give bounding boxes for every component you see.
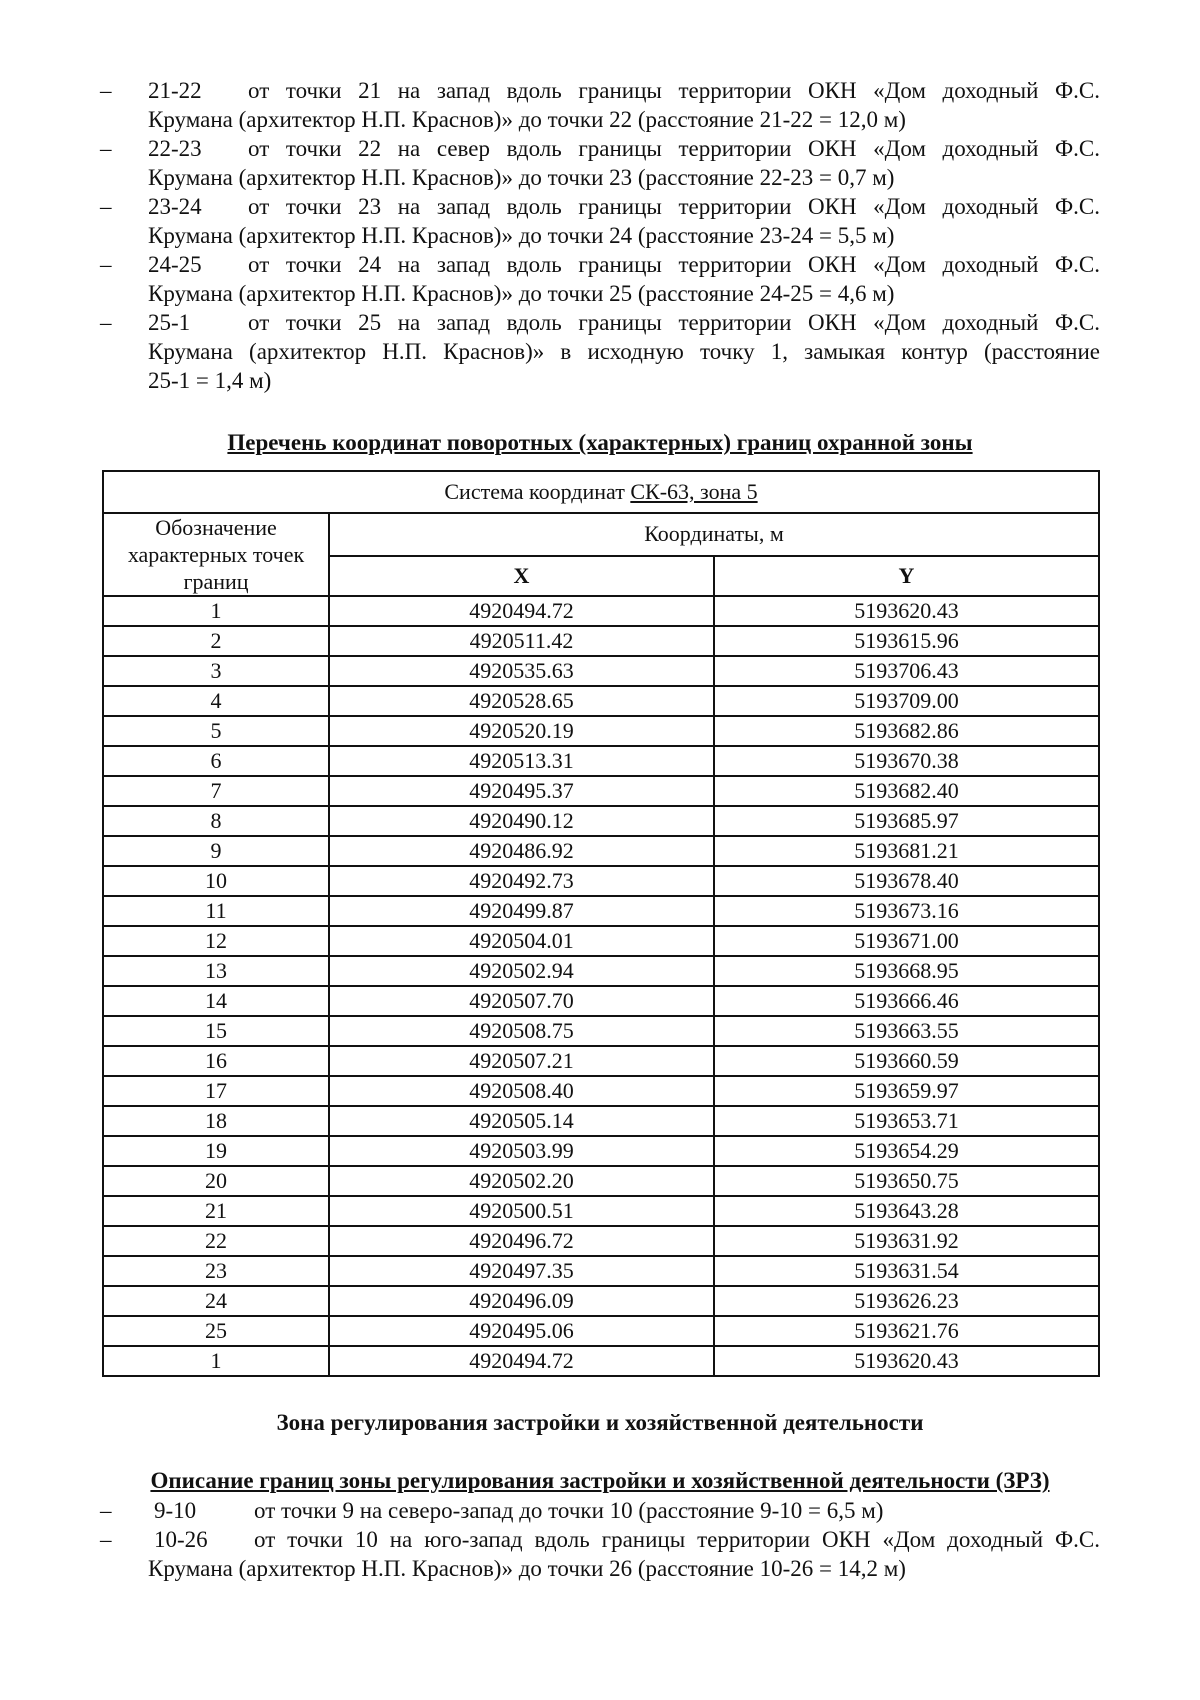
segment-text-cont: Крумана (архитектор Н.П. Краснов)» до точки 22 (расстояние 21-22 = 12,0 м) <box>148 107 906 132</box>
y-cell: 5193654.29 <box>714 1136 1099 1166</box>
segment-text-cont: Крумана (архитектор Н.П. Краснов)» до точки 23 (расстояние 22-23 = 0,7 м) <box>148 165 895 190</box>
x-cell: 4920496.72 <box>329 1226 714 1256</box>
y-cell: 5193615.96 <box>714 626 1099 656</box>
segment-text-cont: Крумана (архитектор Н.П. Краснов)» в исходную точку 1, замыкая контур (расстояние <box>148 339 1100 364</box>
table-row <box>103 1316 1099 1346</box>
point-cell: 4 <box>103 686 329 716</box>
y-cell: 5193620.43 <box>714 596 1099 626</box>
x-cell: 4920494.72 <box>329 1346 714 1376</box>
x-cell: 4920508.40 <box>329 1076 714 1106</box>
x-cell: 4920508.75 <box>329 1016 714 1046</box>
point-cell: 24 <box>103 1286 329 1316</box>
table-row <box>103 1226 1099 1256</box>
y-cell: 5193626.23 <box>714 1286 1099 1316</box>
x-cell: 4920486.92 <box>329 836 714 866</box>
x-cell: 4920513.31 <box>329 746 714 776</box>
zone-heading: Зона регулирования застройки и хозяйственной деятельности <box>276 1410 924 1435</box>
y-cell: 5193660.59 <box>714 1046 1099 1076</box>
x-cell: 4920494.72 <box>329 596 714 626</box>
table-row <box>103 1136 1099 1166</box>
x-cell: 4920497.35 <box>329 1256 714 1286</box>
table-row <box>103 1256 1099 1286</box>
table-row <box>103 986 1099 1016</box>
table-row <box>103 716 1099 746</box>
table-row <box>103 776 1099 806</box>
y-cell: 5193678.40 <box>714 866 1099 896</box>
x-header: X <box>329 556 714 597</box>
table-row <box>103 1286 1099 1316</box>
y-cell: 5193685.97 <box>714 806 1099 836</box>
y-cell: 5193666.46 <box>714 986 1099 1016</box>
table-row <box>103 1106 1099 1136</box>
point-cell: 5 <box>103 716 329 746</box>
segment-code: 9-10 <box>154 1498 197 1523</box>
table-row <box>103 1016 1099 1046</box>
x-cell: 4920503.99 <box>329 1136 714 1166</box>
point-cell: 8 <box>103 806 329 836</box>
x-cell: 4920502.20 <box>329 1166 714 1196</box>
segment-code: 22-23 <box>148 136 202 161</box>
point-cell: 22 <box>103 1226 329 1256</box>
point-cell: 15 <box>103 1016 329 1046</box>
list-dash: – <box>100 194 112 219</box>
x-cell: 4920505.14 <box>329 1106 714 1136</box>
segment-text: от точки 24 на запад вдоль границы территории ОКН «Дом доходный Ф.С. <box>248 252 1100 277</box>
x-cell: 4920495.37 <box>329 776 714 806</box>
y-cell: 5193621.76 <box>714 1316 1099 1346</box>
x-cell: 4920496.09 <box>329 1286 714 1316</box>
table-row <box>103 686 1099 716</box>
point-cell: 10 <box>103 866 329 896</box>
y-header: Y <box>714 556 1099 597</box>
y-cell: 5193682.86 <box>714 716 1099 746</box>
x-cell: 4920504.01 <box>329 926 714 956</box>
x-cell: 4920528.65 <box>329 686 714 716</box>
table-row <box>103 1346 1099 1376</box>
y-cell: 5193620.43 <box>714 1346 1099 1376</box>
point-cell: 17 <box>103 1076 329 1106</box>
table-row <box>103 896 1099 926</box>
segment-text: от точки 25 на запад вдоль границы территории ОКН «Дом доходный Ф.С. <box>248 310 1100 335</box>
x-cell: 4920495.06 <box>329 1316 714 1346</box>
list-dash: – <box>100 310 112 335</box>
coordinate-system-name: СК-63, зона 5 <box>630 479 758 504</box>
zone-description-heading: Описание границ зоны регулирования застройки и хозяйственной деятельности (ЗРЗ) <box>150 1468 1050 1493</box>
point-cell: 11 <box>103 896 329 926</box>
y-cell: 5193653.71 <box>714 1106 1099 1136</box>
segment-text-cont: Крумана (архитектор Н.П. Краснов)» до точки 24 (расстояние 23-24 = 5,5 м) <box>148 223 895 248</box>
list-dash: – <box>100 1498 112 1523</box>
list-dash: – <box>100 252 112 277</box>
coordinates-table <box>102 470 1100 1377</box>
segment-text-cont: Крумана (архитектор Н.П. Краснов)» до точки 25 (расстояние 24-25 = 4,6 м) <box>148 281 895 306</box>
point-cell: 12 <box>103 926 329 956</box>
point-cell: 19 <box>103 1136 329 1166</box>
y-cell: 5193670.38 <box>714 746 1099 776</box>
x-cell: 4920520.19 <box>329 716 714 746</box>
coordinates-header: Координаты, м <box>329 513 1099 556</box>
table-row <box>103 926 1099 956</box>
segment-text: от точки 10 на юго-запад вдоль границы территории ОКН «Дом доходный Ф.С. <box>254 1527 1100 1552</box>
x-cell: 4920490.12 <box>329 806 714 836</box>
segment-text: от точки 22 на север вдоль границы территории ОКН «Дом доходный Ф.С. <box>248 136 1100 161</box>
y-cell: 5193706.43 <box>714 656 1099 686</box>
point-cell: 1 <box>103 596 329 626</box>
coordinate-system-cell <box>103 471 1099 513</box>
y-cell: 5193709.00 <box>714 686 1099 716</box>
y-cell: 5193673.16 <box>714 896 1099 926</box>
segment-code: 23-24 <box>148 194 202 219</box>
point-cell: 25 <box>103 1316 329 1346</box>
segment-code: 10-26 <box>154 1527 208 1552</box>
point-cell: 7 <box>103 776 329 806</box>
table-row <box>103 866 1099 896</box>
x-cell: 4920500.51 <box>329 1196 714 1226</box>
segment-text: от точки 23 на запад вдоль границы территории ОКН «Дом доходный Ф.С. <box>248 194 1100 219</box>
segment-text: от точки 9 на северо-запад до точки 10 (расстояние 9-10 = 6,5 м) <box>254 1498 884 1523</box>
table-title: Перечень координат поворотных (характерных) границ охранной зоны <box>227 430 973 455</box>
segment-text-cont: 25-1 = 1,4 м) <box>148 368 272 393</box>
x-cell: 4920499.87 <box>329 896 714 926</box>
table-row <box>103 656 1099 686</box>
table-row <box>103 1076 1099 1106</box>
table-row <box>103 746 1099 776</box>
x-cell: 4920535.63 <box>329 656 714 686</box>
list-dash: – <box>100 1527 112 1552</box>
list-dash: – <box>100 136 112 161</box>
y-cell: 5193671.00 <box>714 926 1099 956</box>
segment-code: 21-22 <box>148 78 202 103</box>
point-cell: 23 <box>103 1256 329 1286</box>
y-cell: 5193682.40 <box>714 776 1099 806</box>
y-cell: 5193650.75 <box>714 1166 1099 1196</box>
list-dash: – <box>100 78 112 103</box>
segment-text: от точки 21 на запад вдоль границы территории ОКН «Дом доходный Ф.С. <box>248 78 1100 103</box>
y-cell: 5193659.97 <box>714 1076 1099 1106</box>
point-cell: 13 <box>103 956 329 986</box>
point-cell: 16 <box>103 1046 329 1076</box>
point-cell: 18 <box>103 1106 329 1136</box>
y-cell: 5193663.55 <box>714 1016 1099 1046</box>
x-cell: 4920492.73 <box>329 866 714 896</box>
point-cell: 21 <box>103 1196 329 1226</box>
y-cell: 5193631.54 <box>714 1256 1099 1286</box>
table-row <box>103 806 1099 836</box>
table-row <box>103 1166 1099 1196</box>
x-cell: 4920507.21 <box>329 1046 714 1076</box>
point-cell: 20 <box>103 1166 329 1196</box>
table-row <box>103 836 1099 866</box>
segment-code: 25-1 <box>148 310 191 335</box>
x-cell: 4920502.94 <box>329 956 714 986</box>
point-cell: 2 <box>103 626 329 656</box>
point-cell: 9 <box>103 836 329 866</box>
y-cell: 5193631.92 <box>714 1226 1099 1256</box>
x-cell: 4920507.70 <box>329 986 714 1016</box>
y-cell: 5193681.21 <box>714 836 1099 866</box>
y-cell: 5193643.28 <box>714 1196 1099 1226</box>
segment-code: 24-25 <box>148 252 202 277</box>
point-cell: 3 <box>103 656 329 686</box>
table-row <box>103 1046 1099 1076</box>
point-cell: 14 <box>103 986 329 1016</box>
point-cell: 1 <box>103 1346 329 1376</box>
table-row <box>103 1196 1099 1226</box>
table-row <box>103 626 1099 656</box>
table-row <box>103 956 1099 986</box>
coordinate-system-label: Система координат <box>444 479 631 504</box>
point-cell: 6 <box>103 746 329 776</box>
coordinates-rows <box>103 596 1099 1376</box>
x-cell: 4920511.42 <box>329 626 714 656</box>
table-row <box>103 596 1099 626</box>
designation-header: Обозначение характерных точек границ <box>103 513 329 596</box>
segment-text-cont: Крумана (архитектор Н.П. Краснов)» до точки 26 (расстояние 10-26 = 14,2 м) <box>148 1556 906 1581</box>
y-cell: 5193668.95 <box>714 956 1099 986</box>
